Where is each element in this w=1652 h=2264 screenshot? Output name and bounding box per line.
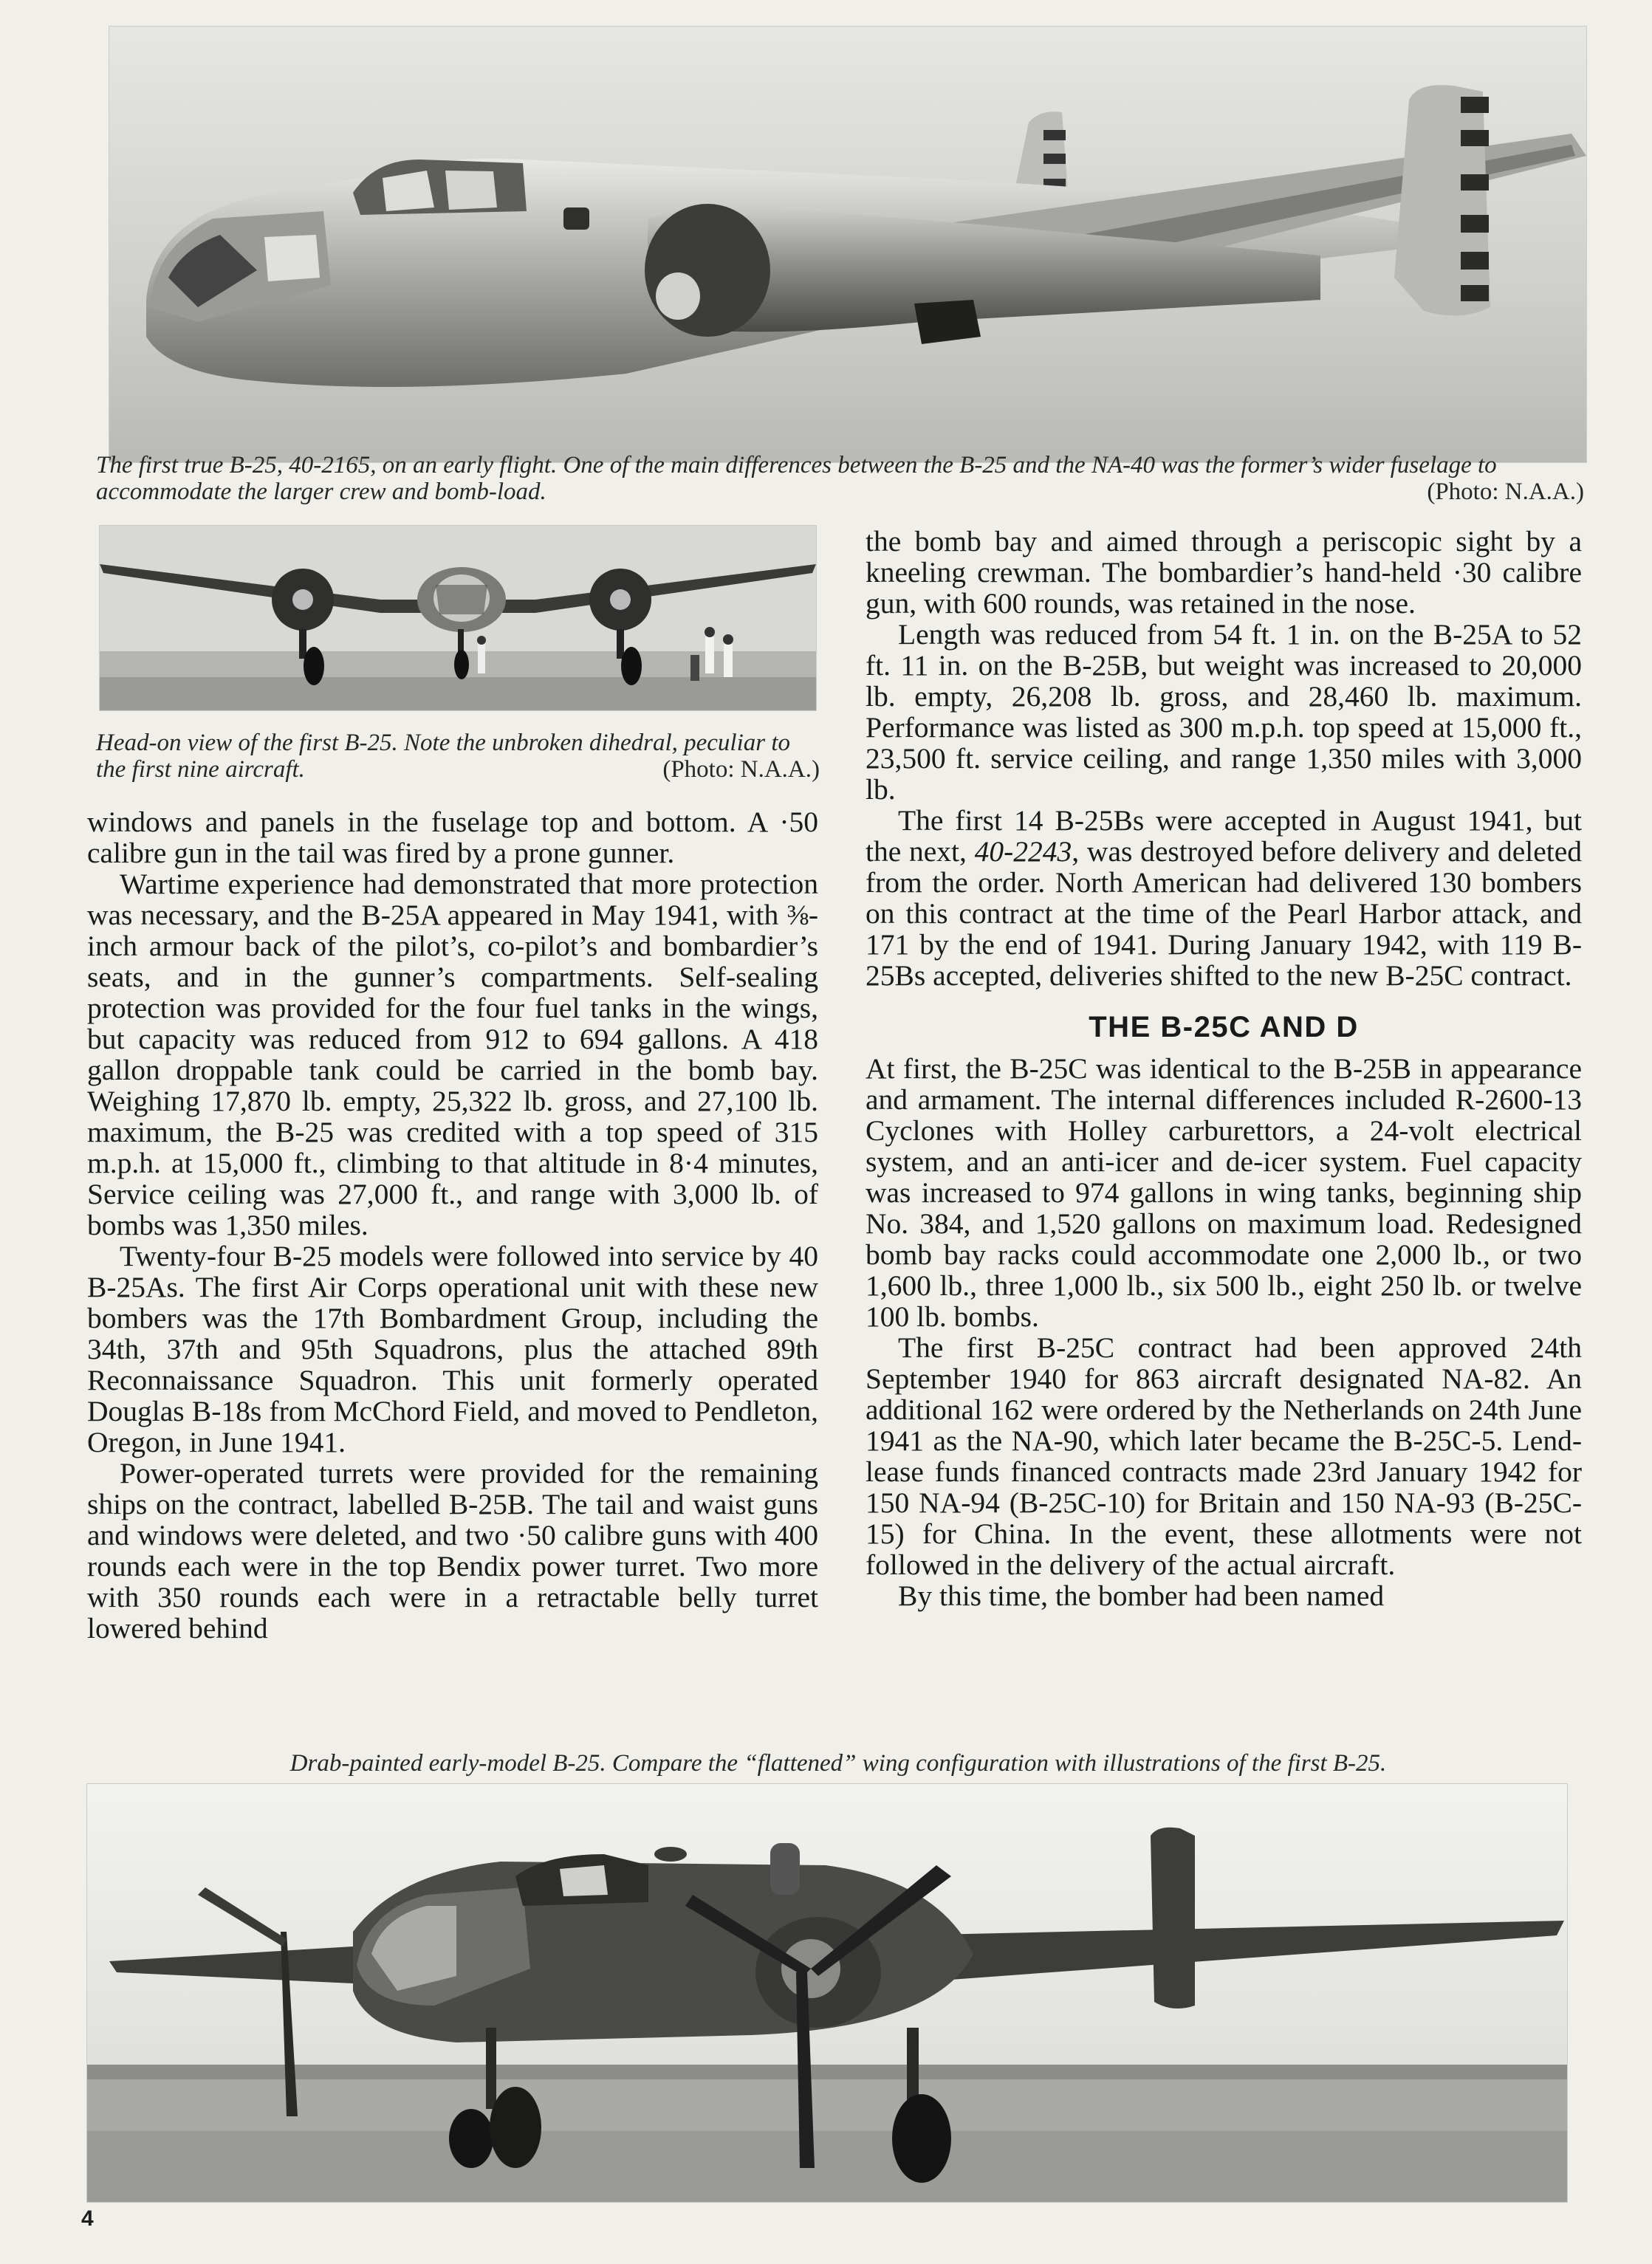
caption-bottom-photo: Drab-painted early-model B-25. Compare the “flattened” wing configuration with illustrations of the first B-25.	[289, 1750, 1387, 1777]
paragraph: Length was reduced from 54 ft. 1 in. on the B-25A to 52 ft. 11 in. on the B-25B, but weight was increased to 20,000 lb. empty, 26,208 lb. gross, and 28,460 lb. maximum. Performance was listed as 300 m.p.h. top speed at 15,000 ft., 23,500 ft. service ceiling, and range 1,350 miles with 3,000 lb.	[866, 618, 1582, 806]
caption-middle-photo	[96, 730, 820, 783]
paragraph	[866, 805, 1582, 991]
paragraph: The first B-25C contract had been approved 24th September 1940 for 863 aircraft designated NA-82. An additional 162 were ordered by the Netherlands on 24th June 1941 as the NA-90, which later became the B-25C-5. Lend-lease funds financed contracts made 23rd January 1942 for 150 NA-94 (B-25C-10) for Britain and 150 NA-93 (B-25C-15) for China. In the event, these allotments were not followed in the delivery of the actual aircraft.	[866, 1331, 1582, 1581]
paragraph: Twenty-four B-25 models were followed into service by 40 B-25As. The first Air Corps operational unit with these new bombers was the 17th Bombardment Group, including the 34th, 37th and 95th Squadrons, plus the attached 89th Reconnaissance Squadron. This unit formerly operated Douglas B-18s from McChord Field, and moved to Pendleton, Oregon, in June 1941.	[87, 1240, 818, 1458]
photo-drab-early-b25	[87, 1784, 1567, 2202]
right-text-column	[866, 526, 1582, 1611]
paragraph: Wartime experience had demonstrated that more protection was necessary, and the B-25A appeared in May 1941, with ⅜-inch armour back of the pilot’s, co-pilot’s and bombardier’s seats, and in the gunner’s compartments. Self-sealing protection was provided for the four fuel tanks in the wings, but capacity was reduced from 912 to 694 gallons. A 418 gallon droppable tank could be carried in the bomb bay. Weighing 17,870 lb. empty, 25,322 lb. gross, and 27,100 lb. maximum, the B-25 was credited with a top speed of 315 m.p.h. at 15,000 ft., climbing to that altitude in 8·4 minutes, Service ceiling was 27,000 ft., and range with 3,000 lb. of bombs was 1,350 miles.	[87, 868, 818, 1241]
section-heading: THE B-25C AND D	[1089, 1011, 1359, 1043]
paragraph: the bomb bay and aimed through a periscopic sight by a kneeling crewman. The bombardier’s hand-held ·30 calibre gun, with 600 rounds, was retained in the nose.	[866, 525, 1582, 620]
paragraph: At first, the B-25C was identical to the B-25B in appearance and armament. The internal differences included R-2600-13 Cyclones with Holley carburettors, a 24-volt electrical system, and an anti-icer and de-icer system. Fuel capacity was increased to 974 gallons in wing tanks, beginning ship No. 384, and 1,520 gallons on maximum load. Redesigned bomb bay racks could accommodate one 2,000 lb., or two 1,600 lb., three 1,000 lb., six 500 lb., eight 250 lb. or twelve 100 lb. bombs.	[866, 1052, 1582, 1333]
photo-credit: (Photo: N.A.A.)	[662, 756, 820, 783]
caption-top-photo	[96, 452, 1584, 505]
photo-head-on-first-b25	[100, 526, 816, 710]
photo-credit: (Photo: N.A.A.)	[1427, 478, 1584, 505]
caption-text: Head-on view of the first B-25. Note the unbroken dihedral, peculiar to the first nine aircraft.	[96, 730, 791, 783]
photo-first-b25-in-flight	[109, 27, 1586, 462]
paragraph-text: The first 14 B-25Bs were accepted in August 1941, but the next,	[866, 804, 1582, 868]
paragraph-text: , was destroyed before delivery and deleted from the order. North American had delivered 130 bombers on this contract at the time of the Pearl Harbor attack, and 171 by the end of 1941. During January 1942, with 119 B-25Bs accepted, deliveries shifted to the new B-25C contract.	[866, 835, 1583, 992]
paragraph: Power-operated turrets were provided for the remaining ships on the contract, labelled B-25B. The tail and waist guns and windows were deleted, and two ·50 calibre guns with 400 rounds each were in the top Bendix power turret. Two more with 350 rounds each were in a retractable belly turret lowered behind	[87, 1457, 818, 1644]
caption-text: The first true B-25, 40-2165, on an early flight. One of the main differences between the B-25 and the NA-40 was the former’s wider fuselage to accommodate the larger crew and bomb-load.	[96, 452, 1497, 505]
paragraph: windows and panels in the fuselage top and bottom. A ·50 calibre gun in the tail was fired by a prone gunner.	[87, 806, 818, 869]
aircraft-serial: 40-2243	[974, 835, 1072, 868]
paragraph: By this time, the bomber had been named	[898, 1579, 1385, 1612]
left-text-column	[87, 806, 818, 1644]
page-number: 4	[81, 2206, 94, 2231]
